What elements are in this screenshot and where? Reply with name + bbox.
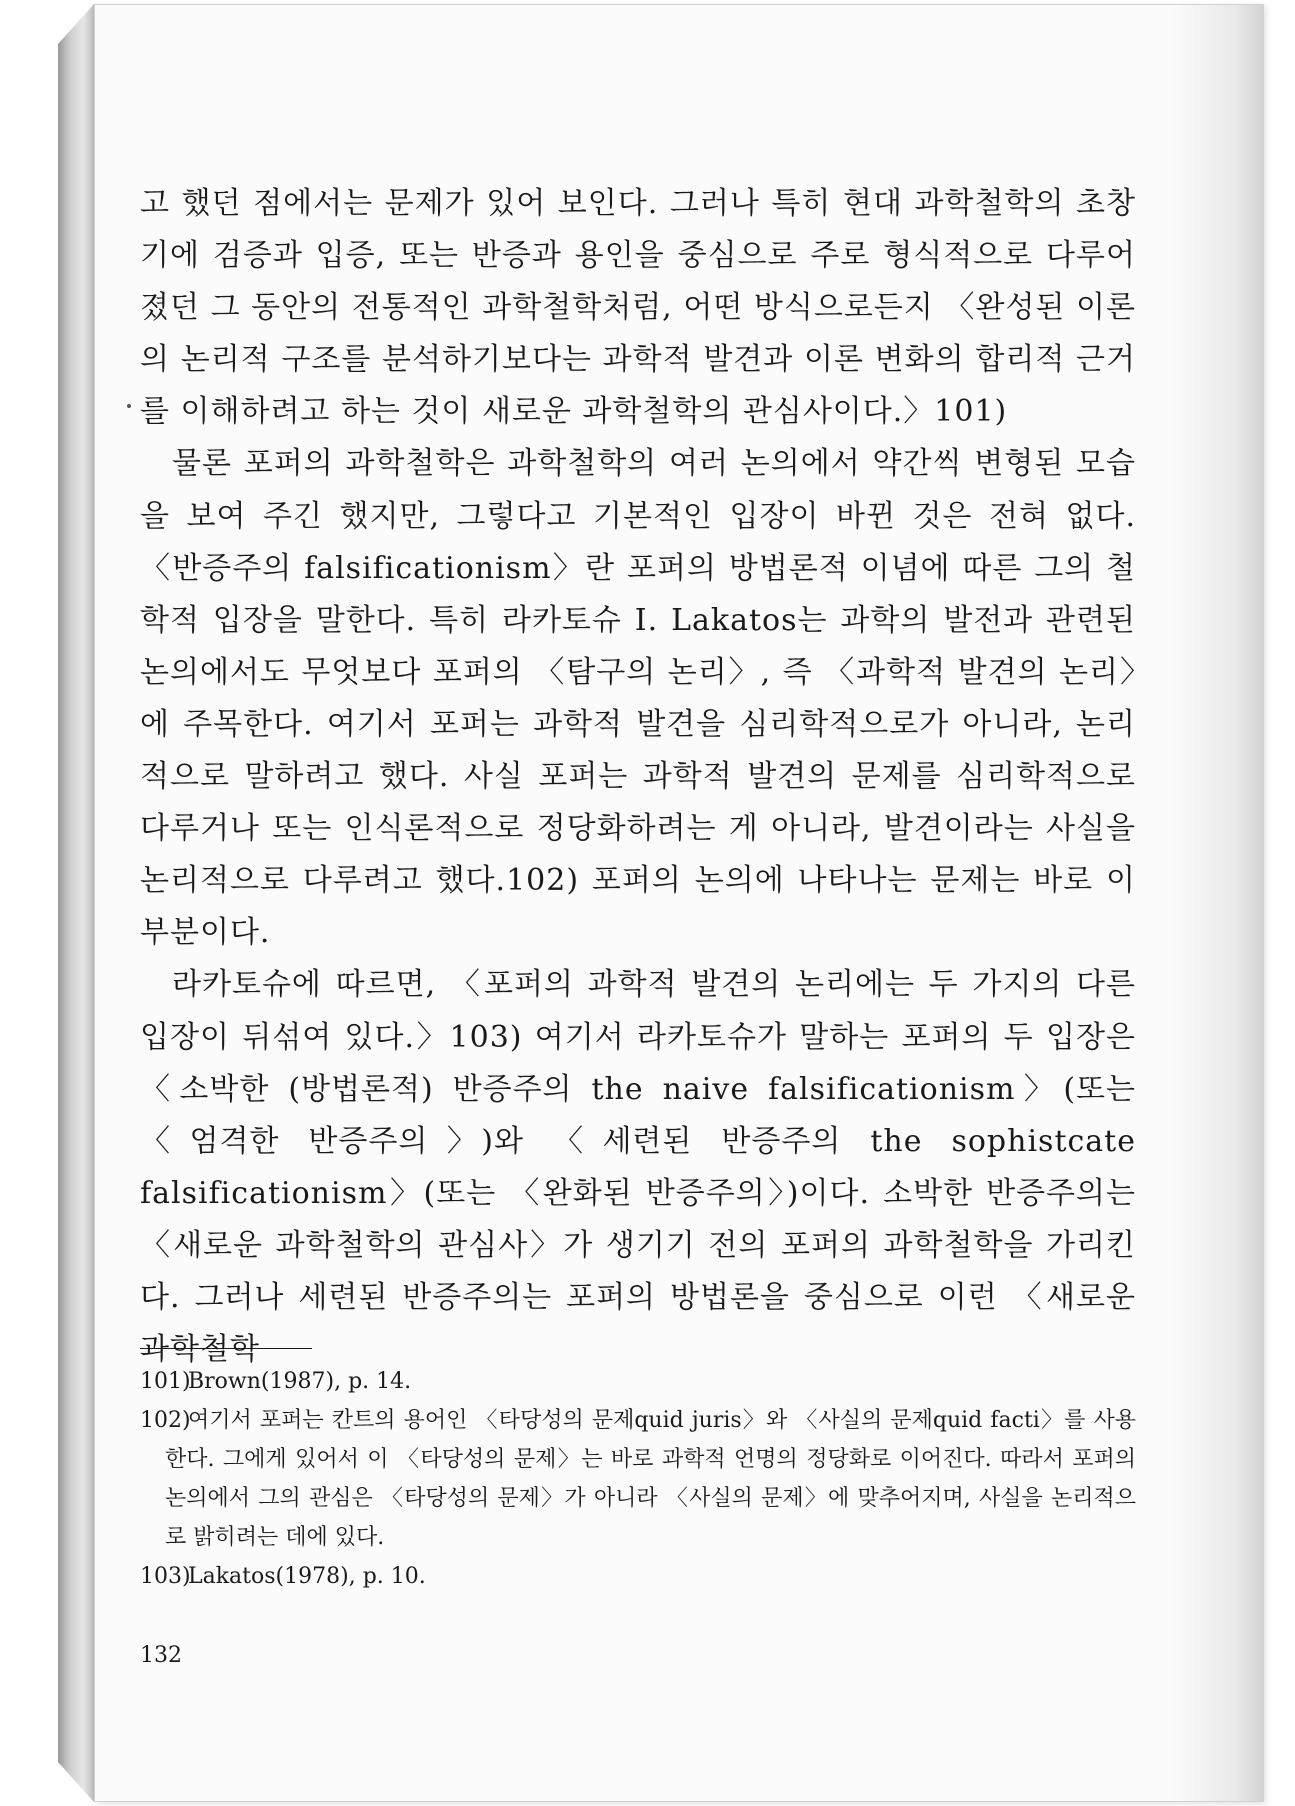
footnotes	[140, 1362, 1136, 1596]
paragraph-3: 라카토슈에 따르면, 〈포퍼의 과학적 발견의 논리에는 두 가지의 다른 입장이 뒤섞여 있다.〉103) 여기서 라카토슈가 말하는 포퍼의 두 입장은 〈소박한 (방법론적) 반증주의 the naive falsificationism〉(또는 〈엄격한 반증주의〉)와 〈세련된 반증주의 the sophistcate falsificationism〉(또는 〈완화된 반증주의〉)이다. 소박한 반증주의는 〈새로운 과학철학의 관심사〉가 생기기 전의 포퍼의 과학철학을 가리킨다. 그러나 세련된 반증주의는 포퍼의 방법론을 중심으로 이런 〈새로운 과학철학	[140, 967, 1136, 1368]
footnote-number: 102)	[140, 1408, 191, 1433]
page-edge-shadow	[1173, 5, 1263, 1801]
footnote-text: Lakatos(1978), p. 10.	[188, 1564, 426, 1589]
margin-mark	[127, 404, 131, 408]
footnote-101	[140, 1362, 1136, 1401]
footnote-number: 103)	[140, 1564, 191, 1589]
paragraph-1: 고 했던 점에서는 문제가 있어 보인다. 그러나 특히 현대 과학철학의 초창기에 검증과 입증, 또는 반증과 용인을 중심으로 주로 형식적으로 다루어졌던 그 동안의 전통적인 과학철학처럼, 어떤 방식으로든지 〈완성된 이론의 논리적 구조를 분석하기보다는 과학적 발견과 이론 변화의 합리적 근거를 이해하려고 하는 것이 새로운 과학철학의 관심사이다.〉101)	[140, 186, 1136, 430]
paragraph-2: 물론 포퍼의 과학철학은 과학철학의 여러 논의에서 약간씩 변형된 모습을 보여 주긴 했지만, 그렇다고 기본적인 입장이 바뀐 것은 전혀 없다. 〈반증주의 falsificationism〉란 포퍼의 방법론적 이념에 따른 그의 철학적 입장을 말한다. 특히 라카토슈 I. Lakatos는 과학의 발전과 관련된 논의에서도 무엇보다 포퍼의 〈탐구의 논리〉, 즉 〈과학적 발견의 논리〉에 주목한다. 여기서 포퍼는 과학적 발견을 심리학적으로가 아니라, 논리적으로 말하려고 했다. 사실 포퍼는 과학적 발견의 문제를 심리학적으로 다루거나 또는 인식론적으로 정당화하려는 게 아니라, 발견이라는 사실을 논리적으로 다루려고 했다.102) 포퍼의 논의에 나타나는 문제는 바로 이 부분이다.	[140, 446, 1136, 951]
footnote-text: 여기서 포퍼는 칸트의 용어인 〈타당성의 문제quid juris〉와 〈사실의 문제quid facti〉를 사용한다. 그에게 있어서 이 〈타당성의 문제〉는 바로 과학적 언명의 정당화로 이어진다. 따라서 포퍼의 논의에서 그의 관심은 〈타당성의 문제〉가 아니라 〈사실의 문제〉에 맞추어지며, 사실을 논리적으로 밝히려는 데에 있다.	[165, 1408, 1136, 1550]
main-text	[140, 178, 1136, 1376]
footnote-number: 101)	[140, 1369, 191, 1394]
book-spine	[58, 4, 94, 1802]
footnote-text: Brown(1987), p. 14.	[188, 1369, 412, 1394]
footnote-divider	[140, 1348, 312, 1349]
footnote-103	[140, 1557, 1136, 1596]
footnote-102	[140, 1401, 1136, 1557]
page-number: 132	[140, 1643, 182, 1668]
